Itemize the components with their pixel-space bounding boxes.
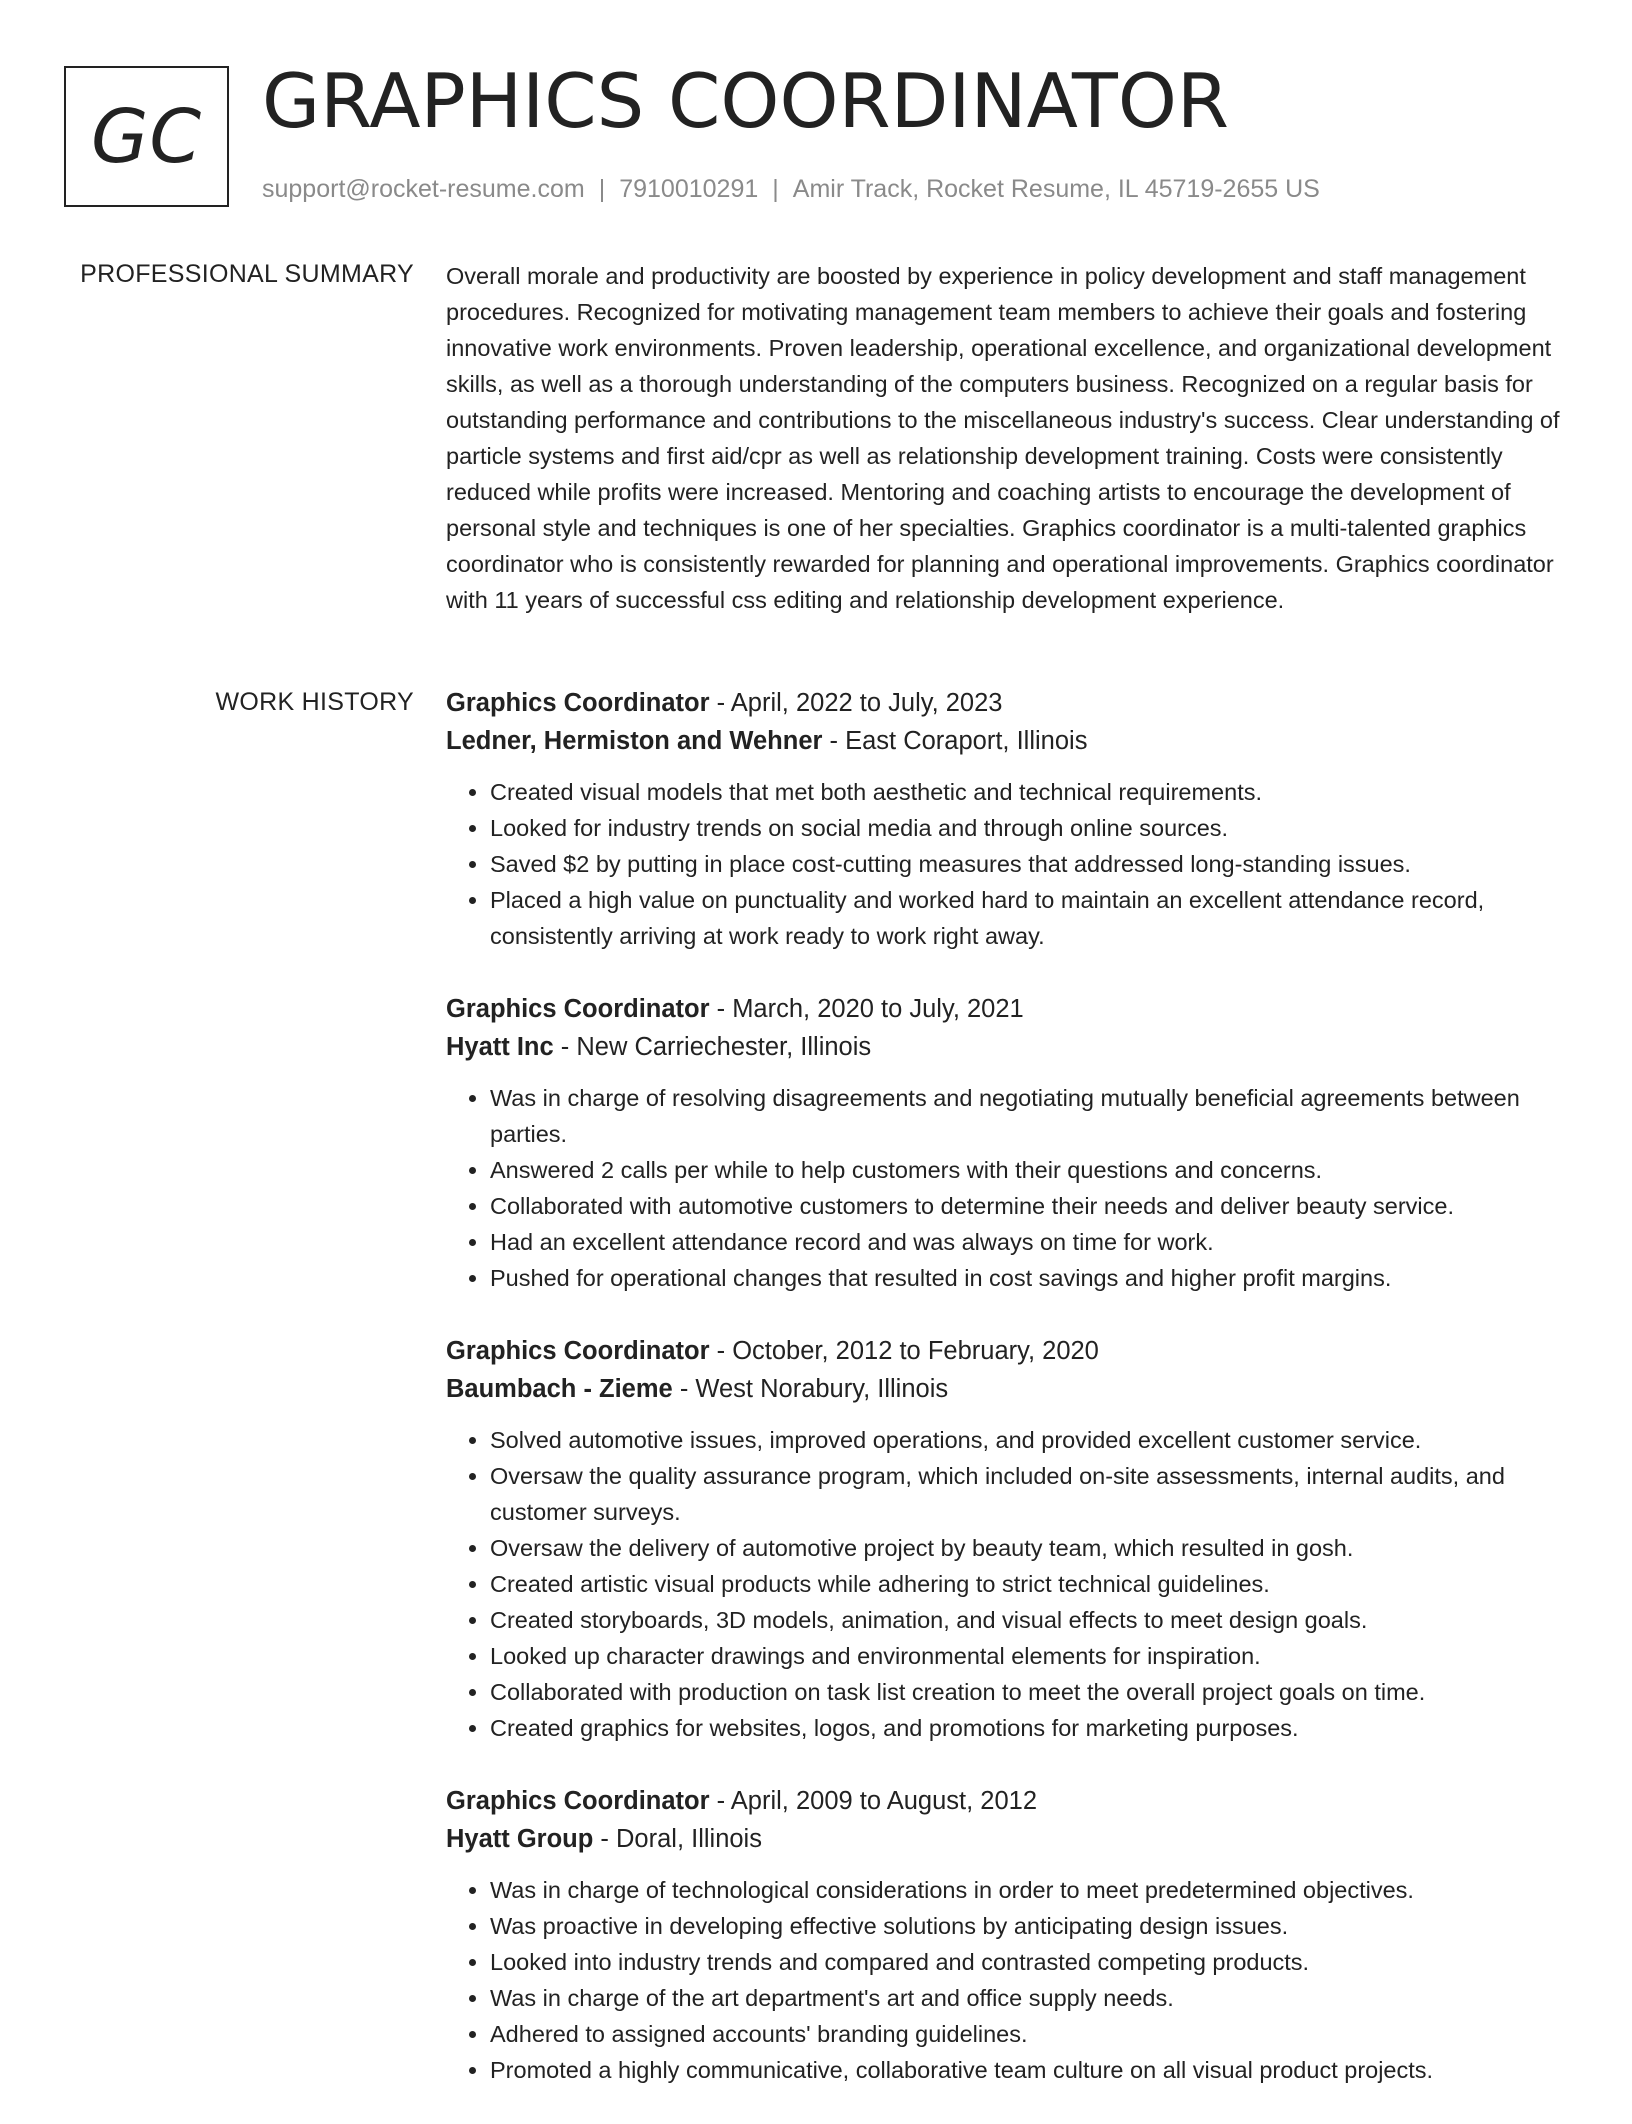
job-bullet: • Created artistic visual products while adhering to strict technical guidelines. — [490, 1566, 1566, 1602]
job-bullet: • Collaborated with automotive customers to determine their needs and deliver beauty service. — [490, 1188, 1566, 1224]
job-dates: - March, 2020 to July, 2021 — [709, 995, 1024, 1023]
job-bullets — [446, 1872, 1566, 2088]
job-bullet: • Looked up character drawings and environmental elements for inspiration. — [490, 1638, 1566, 1674]
resume-name-title: GRAPHICS COORDINATOR — [262, 57, 1230, 145]
job-bullet: • Oversaw the delivery of automotive project by beauty team, which resulted in gosh. — [490, 1530, 1566, 1566]
summary-heading: PROFESSIONAL SUMMARY — [80, 260, 414, 288]
contact-separator: | — [772, 175, 779, 203]
job-dates: - April, 2009 to August, 2012 — [709, 1787, 1038, 1815]
work-history-heading: WORK HISTORY — [215, 688, 414, 716]
job-bullet: • Adhered to assigned accounts' branding guidelines. — [490, 2016, 1566, 2052]
job-entry — [446, 684, 1566, 954]
job-entry — [446, 990, 1566, 1296]
job-bullets — [446, 1080, 1566, 1296]
contact-line — [262, 175, 1320, 204]
job-title-line — [446, 1332, 1566, 1370]
job-bullet: • Oversaw the quality assurance program, which included on-site assessments, internal audits, and customer surveys. — [490, 1458, 1566, 1530]
job-company: Ledner, Hermiston and Wehner — [446, 727, 823, 755]
job-bullet: • Looked into industry trends and compared and contrasted competing products. — [490, 1944, 1566, 1980]
job-location: - East Coraport, Illinois — [822, 727, 1088, 755]
job-bullet: • Answered 2 calls per while to help customers with their questions and concerns. — [490, 1152, 1566, 1188]
job-location: - Doral, Illinois — [593, 1825, 762, 1853]
summary-body — [446, 258, 1566, 618]
job-title-line — [446, 990, 1566, 1028]
job-title: Graphics Coordinator — [446, 689, 710, 717]
work-history-body — [446, 684, 1566, 2124]
job-bullet: • Was proactive in developing effective solutions by anticipating design issues. — [490, 1908, 1566, 1944]
job-entry — [446, 1782, 1566, 2088]
job-bullet: • Placed a high value on punctuality and worked hard to maintain an excellent attendance record, consistently arriving at work ready to work right away. — [490, 882, 1566, 954]
job-bullet: • Saved $2 by putting in place cost-cutting measures that addressed long-standing issues. — [490, 846, 1566, 882]
monogram-initials: GC — [90, 93, 202, 180]
job-dates: - October, 2012 to February, 2020 — [709, 1337, 1099, 1365]
job-bullet: • Created graphics for websites, logos, and promotions for marketing purposes. — [490, 1710, 1566, 1746]
job-bullets — [446, 1422, 1566, 1746]
job-bullet: • Created storyboards, 3D models, animation, and visual effects to meet design goals. — [490, 1602, 1566, 1638]
job-bullet: • Pushed for operational changes that resulted in cost savings and higher profit margins. — [490, 1260, 1566, 1296]
contact-email[interactable]: support@rocket-resume.com — [262, 175, 585, 203]
job-bullet: • Collaborated with production on task list creation to meet the overall project goals on time. — [490, 1674, 1566, 1710]
job-dates: - April, 2022 to July, 2023 — [709, 689, 1003, 717]
job-title-line — [446, 684, 1566, 722]
contact-phone[interactable]: 7910010291 — [619, 175, 759, 203]
job-bullet: • Promoted a highly communicative, collaborative team culture on all visual product projects. — [490, 2052, 1566, 2088]
job-title: Graphics Coordinator — [446, 995, 710, 1023]
summary-text: Overall morale and productivity are boosted by experience in policy development and staff management procedures. Recognized for motivating management team members to achieve their goals and fostering innovative work environments. Proven leadership, operational excellence, and organizational development skills, as well as a thorough understanding of the computers business. Recognized on a regular basis for outstanding performance and contributions to the miscellaneous industry's success. Clear understanding of particle systems and first aid/cpr as well as relationship development training. Costs were consistently reduced while profits were increased. Mentoring and coaching artists to encourage the development of personal style and techniques is one of her specialties. Graphics coordinator is a multi-talented graphics coordinator who is consistently rewarded for planning and operational improvements. Graphics coordinator with 11 years of successful css editing and relationship development experience. — [446, 263, 1560, 613]
job-title: Graphics Coordinator — [446, 1787, 710, 1815]
job-title: Graphics Coordinator — [446, 1337, 710, 1365]
job-company-line — [446, 1820, 1566, 1858]
job-company: Hyatt Group — [446, 1825, 594, 1853]
job-company: Hyatt Inc — [446, 1033, 554, 1061]
job-company-line — [446, 1028, 1566, 1066]
job-bullet: • Was in charge of technological considerations in order to meet predetermined objectives. — [490, 1872, 1566, 1908]
contact-separator: | — [598, 175, 606, 203]
job-location: - West Norabury, Illinois — [672, 1375, 949, 1403]
contact-address: Amir Track, Rocket Resume, IL 45719-2655 US — [792, 175, 1320, 203]
job-title-line — [446, 1782, 1566, 1820]
monogram-box — [64, 66, 229, 207]
job-location: - New Carriechester, Illinois — [553, 1033, 872, 1061]
job-company-line — [446, 722, 1566, 760]
job-entry — [446, 1332, 1566, 1746]
job-bullet: • Solved automotive issues, improved operations, and provided excellent customer service. — [490, 1422, 1566, 1458]
job-bullet: • Was in charge of resolving disagreements and negotiating mutually beneficial agreements between parties. — [490, 1080, 1566, 1152]
job-company-line — [446, 1370, 1566, 1408]
job-bullet: • Looked for industry trends on social media and through online sources. — [490, 810, 1566, 846]
job-bullet: • Had an excellent attendance record and was always on time for work. — [490, 1224, 1566, 1260]
job-company: Baumbach - Zieme — [446, 1375, 673, 1403]
job-bullet: • Was in charge of the art department's art and office supply needs. — [490, 1980, 1566, 2016]
job-bullet: • Created visual models that met both aesthetic and technical requirements. — [490, 774, 1566, 810]
job-bullets — [446, 774, 1566, 954]
